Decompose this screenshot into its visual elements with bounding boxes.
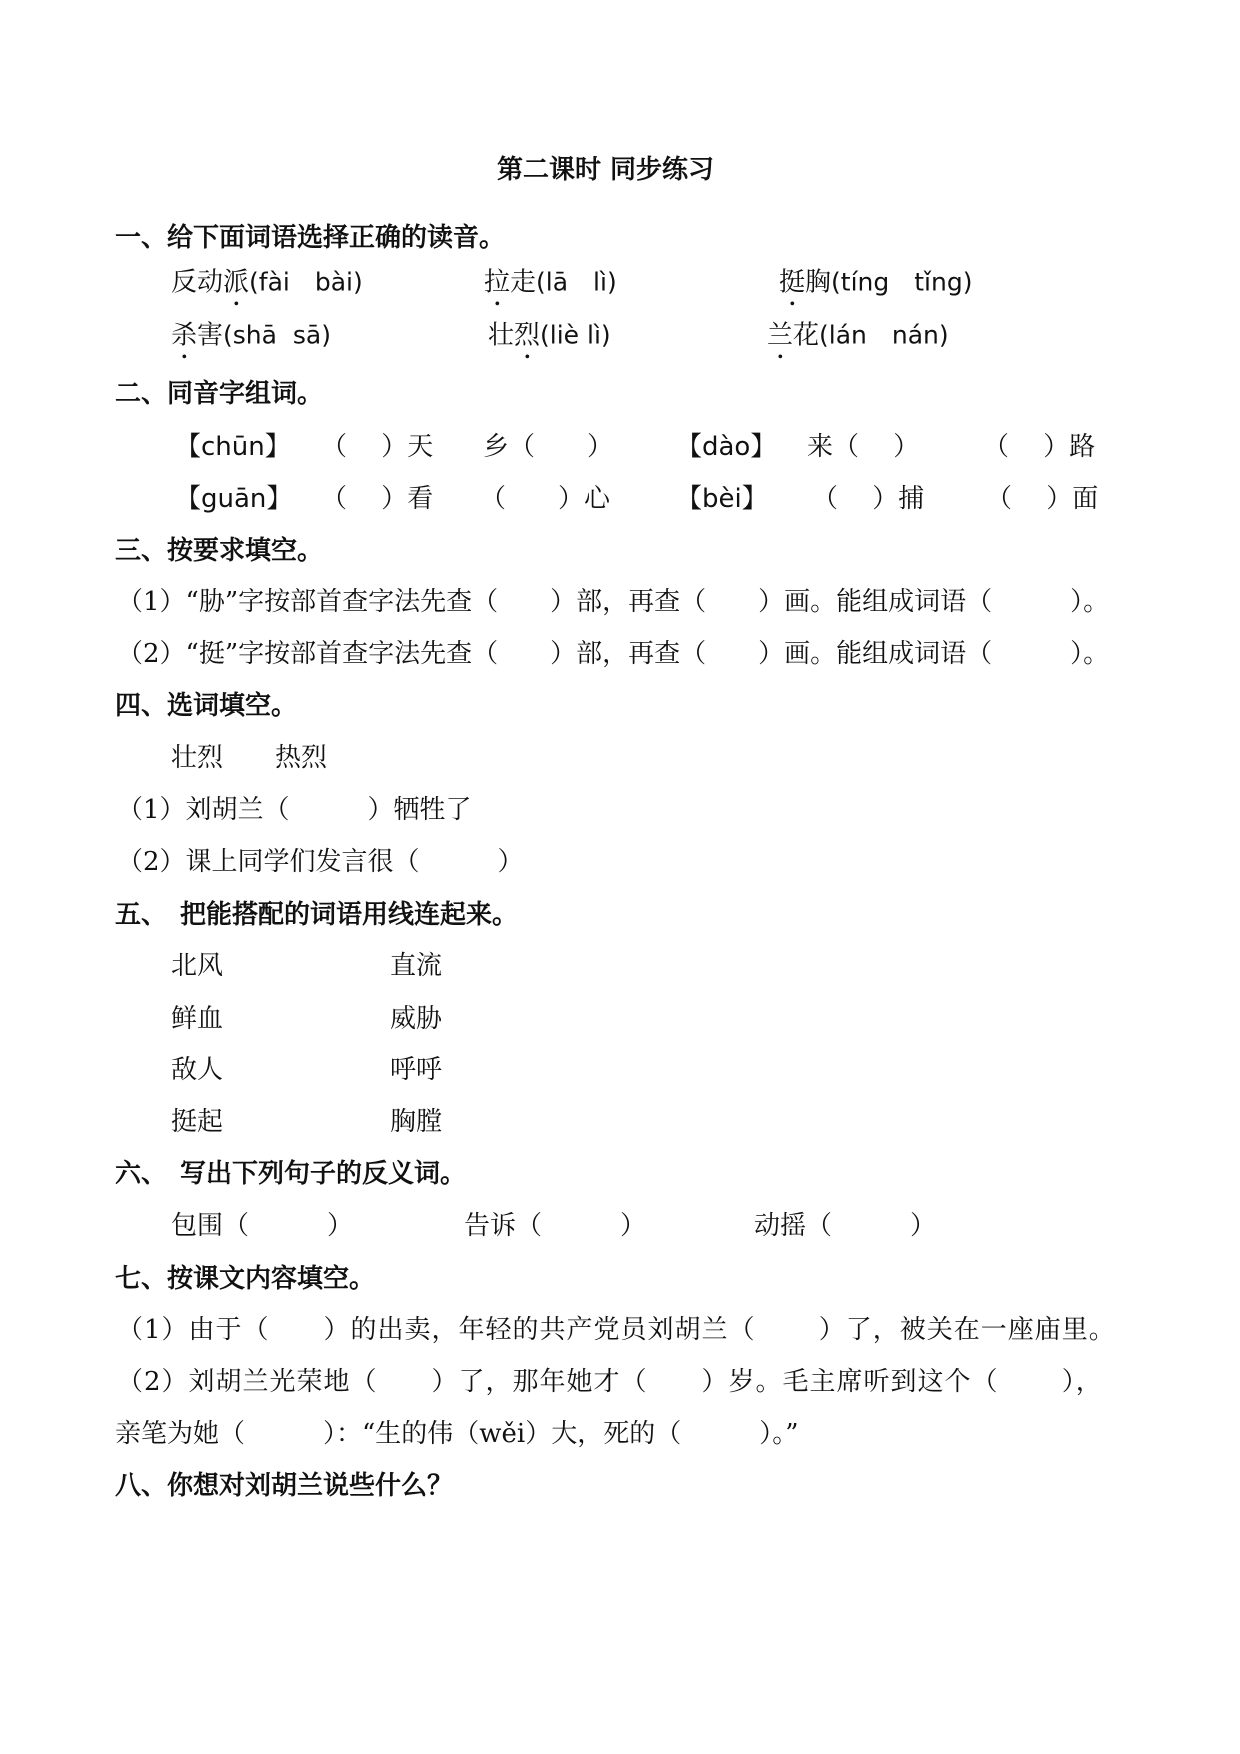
page-title: 第二课时 同步练习 <box>497 155 715 185</box>
section-1-heading: 一、给下面词语选择正确的读音。 <box>115 223 506 253</box>
pinyin-options: (lán nán) <box>819 320 949 350</box>
word: 壮 <box>488 320 515 351</box>
word: 反动 <box>171 267 224 298</box>
fill-line: 亲笔为她（ ）：“生的伟（wěi）大，死的（ ）。” <box>115 1419 799 1449</box>
pinyin-options: (shā sā) <box>223 320 331 350</box>
section-8-heading: 八、你想对刘胡兰说些什么？ <box>115 1471 454 1501</box>
pinyin-item <box>484 268 617 313</box>
section-7-heading: 七、按课文内容填空。 <box>115 1264 376 1294</box>
pinyin-label: 【bèi】 <box>676 484 768 514</box>
word-options: 壮烈 热烈 <box>171 743 328 773</box>
fill-line: （1）刘胡兰（ ）牺牲了 <box>117 795 472 825</box>
pinyin-item <box>488 321 611 366</box>
match-right: 呼呼 <box>390 1055 443 1085</box>
antonym-item: 告诉（ ） <box>464 1211 647 1241</box>
blank-word: （ ）路 <box>983 432 1096 462</box>
fill-line: （1）“胁”字按部首查字法先查（ ）部，再查（ ）画。能组成词语（ ）。 <box>117 587 1110 617</box>
match-left: 挺起 <box>171 1107 224 1137</box>
pinyin-label: 【dào】 <box>676 432 777 462</box>
pinyin-label: 【guān】 <box>175 484 293 514</box>
word-dotted: 拉 <box>484 267 511 298</box>
fill-line: （2）刘胡兰光荣地（ ）了，那年她才（ ）岁。毛主席听到这个（ ）， <box>117 1367 1103 1397</box>
word: 胸 <box>805 267 832 298</box>
match-left: 鲜血 <box>171 1004 224 1034</box>
section-2-heading: 二、同音字组词。 <box>115 379 324 409</box>
match-left: 敌人 <box>171 1055 224 1085</box>
word-dotted: 兰 <box>767 320 794 351</box>
blank-word: （ ）面 <box>986 484 1099 514</box>
fill-line: （1）由于（ ）的出卖，年轻的共产党员刘胡兰（ ）了，被关在一座庙里。 <box>117 1315 1116 1345</box>
match-left: 北风 <box>171 951 224 981</box>
word-dotted: 烈 <box>514 320 541 351</box>
pinyin-item <box>171 321 331 366</box>
word: 花 <box>793 320 820 351</box>
pinyin-options: (tíng tǐng) <box>831 267 973 297</box>
blank-word: （ ）天 <box>321 432 434 462</box>
word-dotted: 挺 <box>779 267 806 298</box>
blank-word: （ ）捕 <box>812 484 925 514</box>
pinyin-options: (liè lì) <box>540 320 611 350</box>
pinyin-options: (fài bài) <box>249 267 363 297</box>
blank-word: （ ）心 <box>480 484 611 514</box>
pinyin-item <box>767 321 949 366</box>
pinyin-options: (lā lì) <box>536 267 617 297</box>
section-4-heading: 四、选词填空。 <box>115 691 298 721</box>
blank-word: 乡（ ） <box>483 432 614 462</box>
antonym-item: 动摇（ ） <box>754 1211 937 1241</box>
blank-word: 来（ ） <box>807 432 920 462</box>
pinyin-item <box>779 268 972 313</box>
blank-word: （ ）看 <box>321 484 434 514</box>
pinyin-item <box>171 268 363 313</box>
word-dotted: 杀 <box>171 320 198 351</box>
fill-line: （2）课上同学们发言很（ ） <box>117 847 524 877</box>
match-right: 胸膛 <box>390 1107 443 1137</box>
word: 走 <box>510 267 537 298</box>
antonym-item: 包围（ ） <box>171 1211 354 1241</box>
section-5-heading: 五、 把能搭配的词语用线连起来。 <box>115 900 519 930</box>
fill-line: （2）“挺”字按部首查字法先查（ ）部，再查（ ）画。能组成词语（ ）。 <box>117 639 1110 669</box>
match-right: 直流 <box>390 951 443 981</box>
word-dotted: 派 <box>223 267 250 298</box>
pinyin-label: 【chūn】 <box>175 432 291 462</box>
word: 害 <box>197 320 224 351</box>
section-3-heading: 三、按要求填空。 <box>115 536 324 566</box>
section-6-heading: 六、 写出下列句子的反义词。 <box>115 1159 467 1189</box>
match-right: 威胁 <box>390 1004 443 1034</box>
